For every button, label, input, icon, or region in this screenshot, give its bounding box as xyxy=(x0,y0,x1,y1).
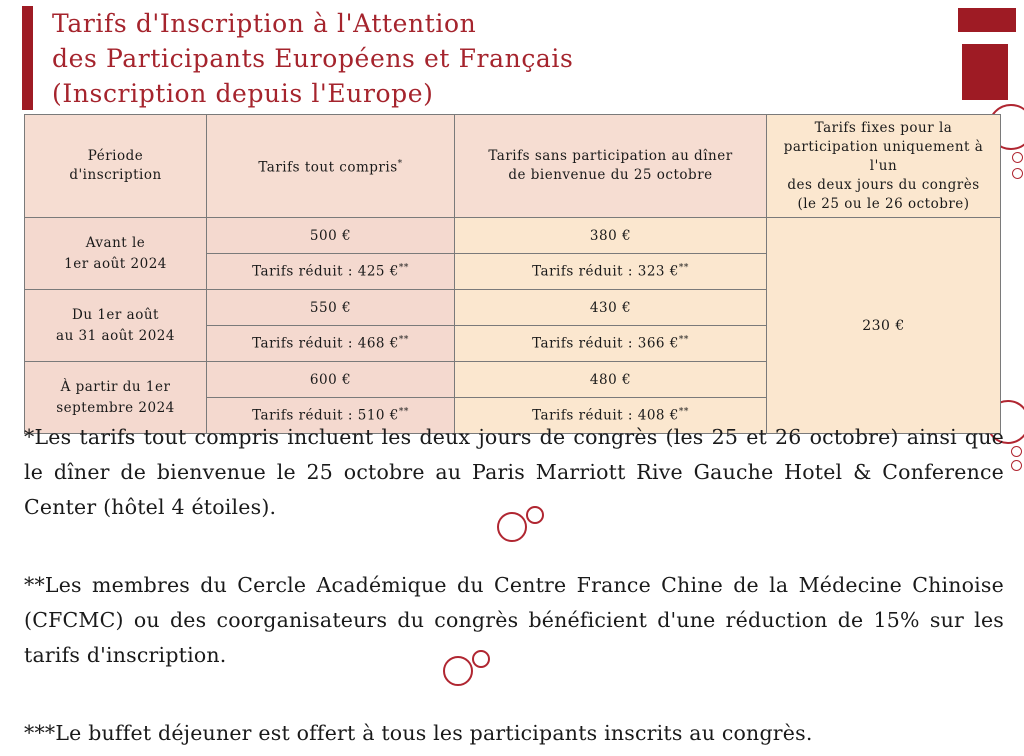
cell-period-3-line-1: À partir du 1er xyxy=(60,378,171,395)
table-header xyxy=(25,115,1001,218)
page-title-line-2: des Participants Européens et Français xyxy=(52,44,574,73)
cell-period-2-line-1: Du 1er août xyxy=(72,306,159,323)
cell-no-dinner-reduced-1: Tarifs réduit : 323 €** xyxy=(455,254,767,290)
table-body xyxy=(25,218,1001,434)
cell-full-price-2: 550 € xyxy=(207,290,455,326)
cell-no-dinner-price-3: 480 € xyxy=(455,362,767,398)
column-header-period xyxy=(25,115,207,218)
decorative-circle-icon xyxy=(1012,152,1023,163)
cell-full-price-reduced-1: Tarifs réduit : 425 €** xyxy=(207,254,455,290)
cell-full-price-3: 600 € xyxy=(207,362,455,398)
table-row xyxy=(25,218,1001,254)
cell-full-price-reduced-3: Tarifs réduit : 510 €** xyxy=(207,398,455,434)
column-header-without-dinner-line-1: Tarifs sans participation au dîner xyxy=(488,148,733,164)
cell-period-2 xyxy=(25,290,207,362)
column-header-single-day-line-2: participation uniquement à l'un xyxy=(783,138,984,174)
cell-period-1-line-1: Avant le xyxy=(85,234,146,251)
top-right-accent-block-2 xyxy=(962,44,1008,100)
column-header-period-line-1: Période xyxy=(87,148,144,164)
column-header-single-day-line-4: (le 25 ou le 26 octobre) xyxy=(797,195,970,212)
column-header-without-dinner xyxy=(455,115,767,218)
cell-period-3-line-2: septembre 2024 xyxy=(56,399,175,416)
footnote-lunch-buffet: ***Le buffet déjeuner est offert à tous les participants inscrits au congrès. xyxy=(24,721,813,745)
column-header-single-day-line-1: Tarifs fixes pour la xyxy=(814,119,953,136)
column-header-without-dinner-line-2: de bienvenue du 25 octobre xyxy=(508,167,713,183)
footnote-all-inclusive: *Les tarifs tout compris incluent les deux jours de congrès (les 25 et 26 octobre) ainsi que le dîner de bienvenue le 25 octobre au Paris Marriott Rive Gauche Hotel & Conference Center (hôtel 4 étoiles). xyxy=(24,425,1004,519)
cell-no-dinner-reduced-2: Tarifs réduit : 366 €** xyxy=(455,326,767,362)
cell-full-price-1: 500 € xyxy=(207,218,455,254)
cell-full-price-reduced-2: Tarifs réduit : 468 €** xyxy=(207,326,455,362)
column-header-all-inclusive xyxy=(207,115,455,218)
left-accent-bar xyxy=(22,6,33,110)
decorative-circle-icon xyxy=(1011,446,1022,457)
column-header-all-inclusive-text: Tarifs tout compris* xyxy=(258,158,403,176)
table-header-row xyxy=(25,115,1001,218)
decorative-circle-icon xyxy=(1012,168,1023,179)
column-header-single-day xyxy=(767,115,1001,218)
top-right-accent-block-1 xyxy=(958,8,1016,32)
column-header-period-line-2: d'inscription xyxy=(69,167,162,183)
cell-period-1-line-2: 1er août 2024 xyxy=(64,255,167,272)
page-title-line-1: Tarifs d'Inscription à l'Attention xyxy=(52,9,477,38)
cell-no-dinner-price-1: 380 € xyxy=(455,218,767,254)
pricing-table-container xyxy=(24,114,1000,434)
page-title-line-3: (Inscription depuis l'Europe) xyxy=(52,79,434,108)
cell-fixed-price: 230 € xyxy=(767,218,1001,434)
footnote-reduction: **Les membres du Cercle Académique du Centre France Chine de la Médecine Chinoise (CFCMC) ou des coorganisateurs du congrès bénéficient d'une réduction de 15% sur les tarifs d'inscription. xyxy=(24,573,1004,667)
page-title xyxy=(52,6,752,111)
cell-no-dinner-reduced-3: Tarifs réduit : 408 €** xyxy=(455,398,767,434)
decorative-circle-icon xyxy=(1011,460,1022,471)
pricing-table xyxy=(24,114,1001,434)
column-header-single-day-line-3: des deux jours du congrès xyxy=(787,176,980,193)
cell-no-dinner-price-2: 430 € xyxy=(455,290,767,326)
cell-period-2-line-2: au 31 août 2024 xyxy=(56,327,175,344)
cell-period-1 xyxy=(25,218,207,290)
